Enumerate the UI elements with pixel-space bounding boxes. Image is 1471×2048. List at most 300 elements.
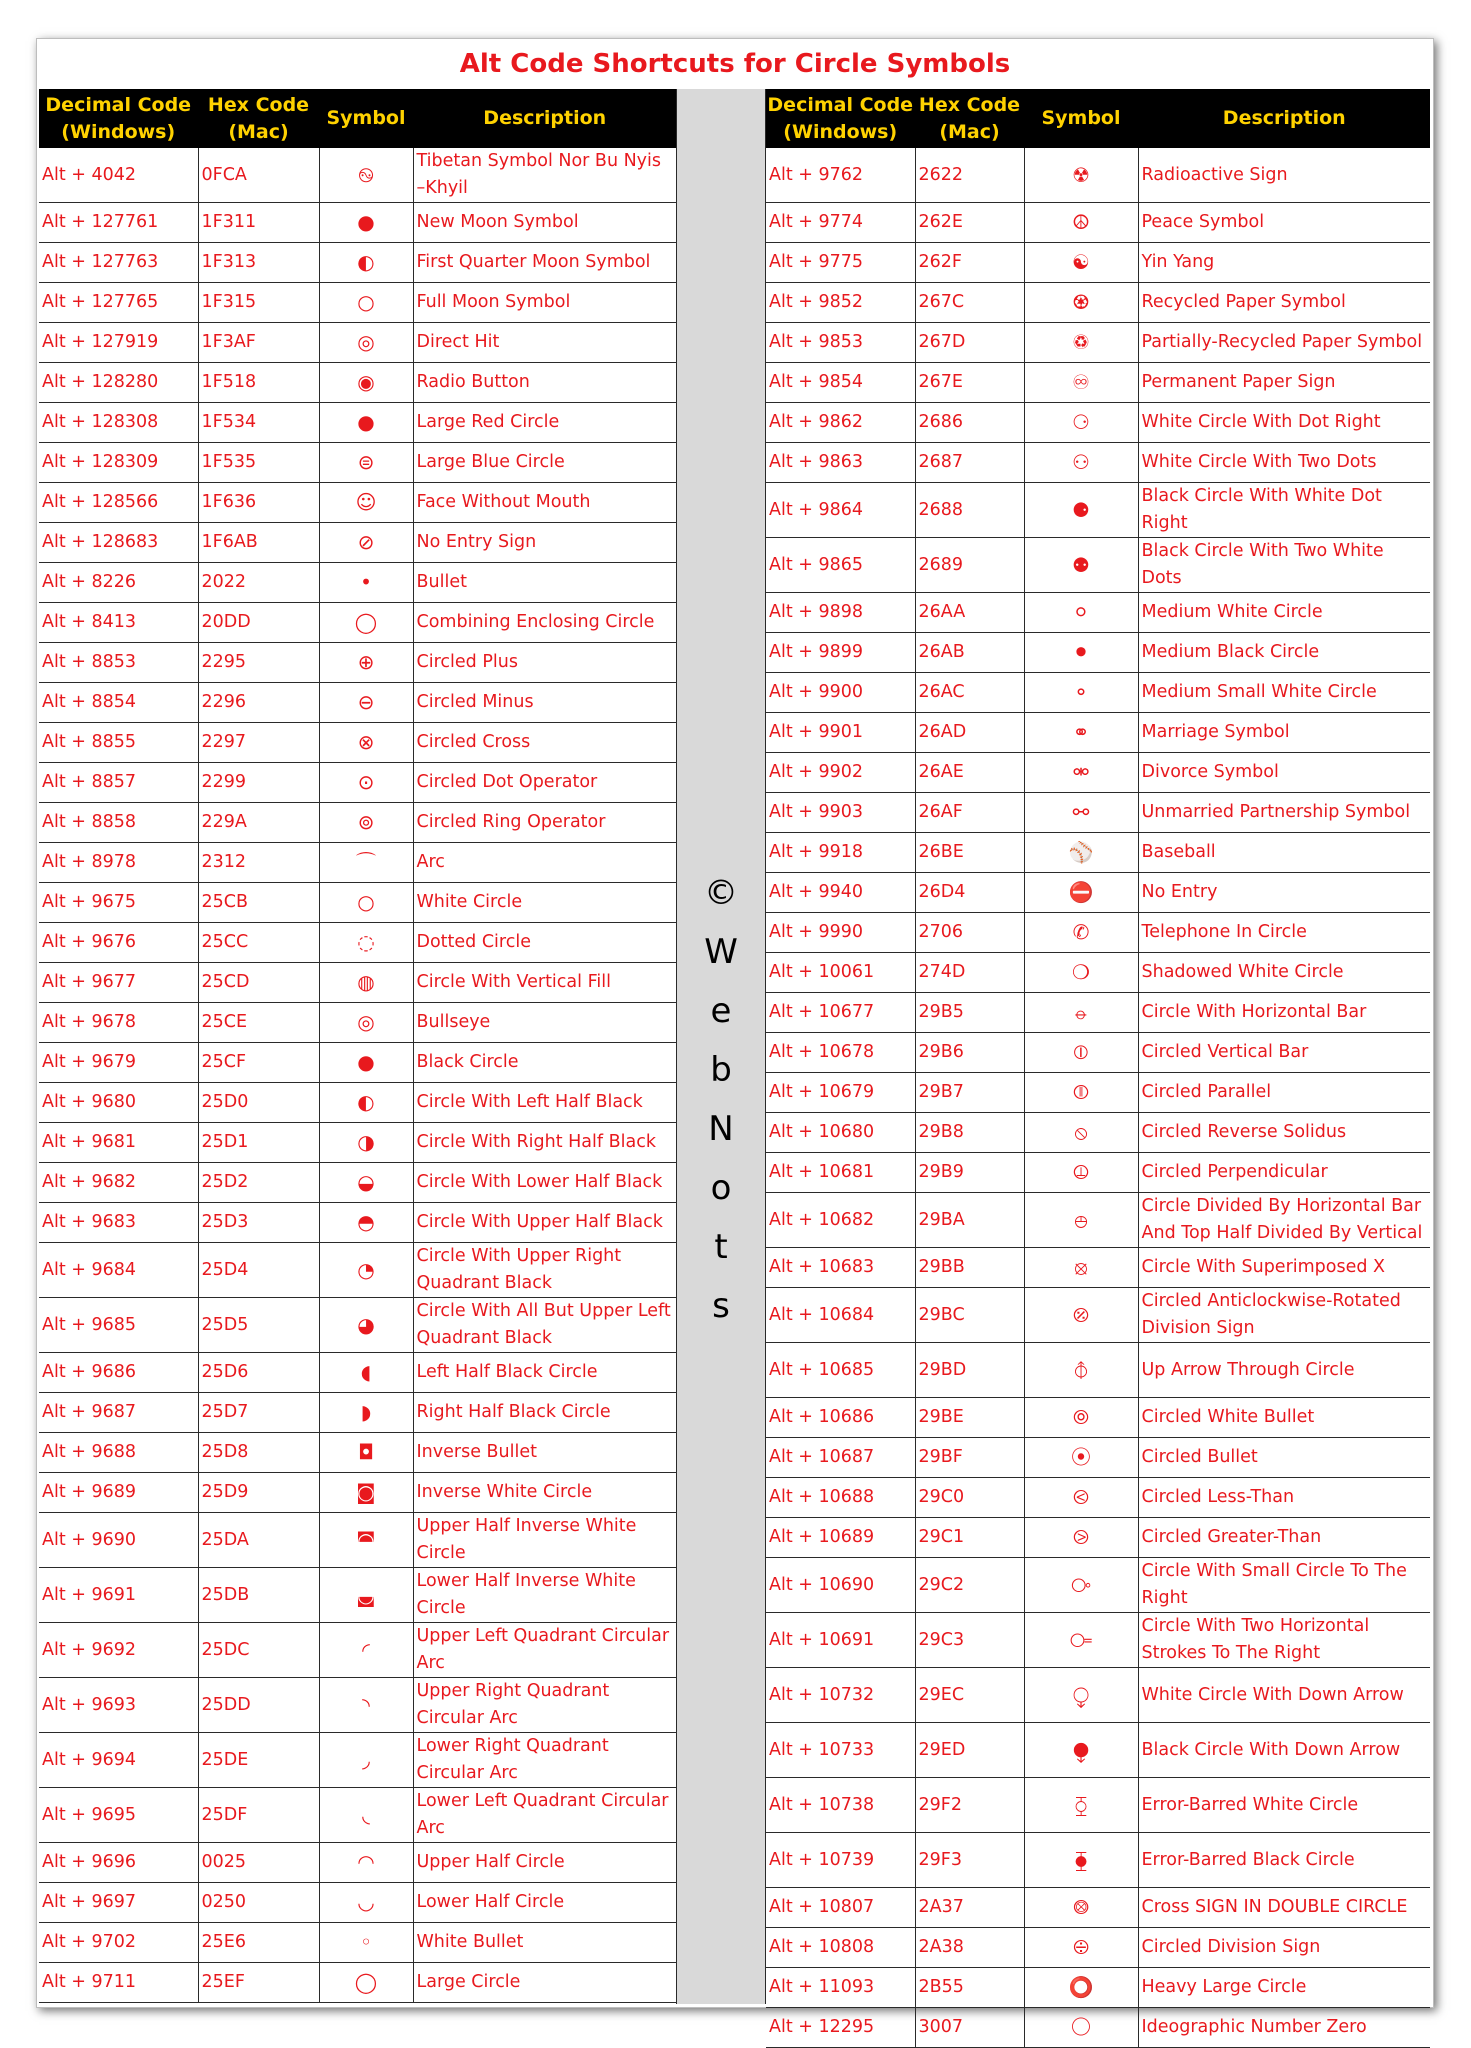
decimal-code-cell: Alt + 9864 (766, 483, 915, 538)
table-row (39, 243, 676, 283)
description-cell: Radio Button (413, 363, 676, 403)
hex-code-cell: 0025 (198, 1843, 319, 1883)
symbol-cell: 〇 (1024, 2008, 1138, 2048)
table-row (39, 403, 676, 443)
symbol-cell: ◘ (319, 1433, 413, 1473)
hex-code-cell: 2A38 (915, 1928, 1024, 1968)
symbol-cell: ⦷ (1024, 1073, 1138, 1113)
table-row (766, 1778, 1430, 1833)
hex-code-cell: 29ED (915, 1723, 1024, 1778)
decimal-code-cell: Alt + 127763 (39, 243, 198, 283)
watermark-char: e (710, 991, 732, 1031)
decimal-code-cell: Alt + 10688 (766, 1478, 915, 1518)
symbol-cell: ⦶ (1024, 1033, 1138, 1073)
decimal-code-cell: Alt + 9863 (766, 443, 915, 483)
decimal-code-cell: Alt + 127919 (39, 323, 198, 363)
decimal-code-cell: Alt + 9682 (39, 1163, 198, 1203)
decimal-code-cell: Alt + 9685 (39, 1298, 198, 1353)
header-description: Description (1138, 89, 1430, 148)
description-cell: New Moon Symbol (413, 203, 676, 243)
table-row (39, 1883, 676, 1923)
decimal-code-cell: Alt + 12295 (766, 2008, 915, 2048)
table-row (39, 1843, 676, 1883)
watermark-char: N (708, 1109, 734, 1149)
hex-code-cell: 29C0 (915, 1478, 1024, 1518)
description-cell: Medium White Circle (1138, 593, 1430, 633)
symbol-cell: ⧲ (1024, 1778, 1138, 1833)
description-cell: Circle With Vertical Fill (413, 963, 676, 1003)
watermark-char: W (704, 932, 738, 972)
description-cell: Black Circle With White Dot Right (1138, 483, 1430, 538)
decimal-code-cell: Alt + 9902 (766, 753, 915, 793)
decimal-code-cell: Alt + 9852 (766, 283, 915, 323)
symbol-cell: ⊙ (319, 763, 413, 803)
symbol-cell: ♽ (1024, 323, 1138, 363)
hex-code-cell: 25CB (198, 883, 319, 923)
description-cell: Inverse Bullet (413, 1433, 676, 1473)
symbol-cell: ⚇ (1024, 443, 1138, 483)
table-row (39, 563, 676, 603)
table-row (766, 873, 1430, 913)
table-row (766, 1193, 1430, 1248)
table-row (39, 323, 676, 363)
table-row (766, 1288, 1430, 1343)
symbol-cell: ● (319, 1043, 413, 1083)
table-row (766, 673, 1430, 713)
description-cell: Circled Vertical Bar (1138, 1033, 1430, 1073)
hex-code-cell: 29F2 (915, 1778, 1024, 1833)
table-row (766, 243, 1430, 283)
symbol-cell: ⧭ (1024, 1723, 1138, 1778)
symbol-cell: ◞ (319, 1733, 413, 1788)
description-cell: Error-Barred White Circle (1138, 1778, 1430, 1833)
hex-code-cell: 26AE (915, 753, 1024, 793)
symbol-cell: ◯ (319, 603, 413, 643)
hex-code-cell: 1F518 (198, 363, 319, 403)
description-cell: Inverse White Circle (413, 1473, 676, 1513)
decimal-code-cell: Alt + 8413 (39, 603, 198, 643)
hex-code-cell: 267E (915, 363, 1024, 403)
symbol-cell: ◖ (319, 1353, 413, 1393)
decimal-code-cell: Alt + 9679 (39, 1043, 198, 1083)
hex-code-cell: 29B8 (915, 1113, 1024, 1153)
decimal-code-cell: Alt + 10683 (766, 1248, 915, 1288)
decimal-code-cell: Alt + 9675 (39, 883, 198, 923)
description-cell: Circled Division Sign (1138, 1928, 1430, 1968)
symbol-cell: ⚈ (1024, 483, 1138, 538)
table-row (766, 538, 1430, 593)
hex-code-cell: 29B7 (915, 1073, 1024, 1113)
table-row (39, 483, 676, 523)
description-cell: Shadowed White Circle (1138, 953, 1430, 993)
description-cell: Circled Less-Than (1138, 1478, 1430, 1518)
hex-code-cell: 29B5 (915, 993, 1024, 1033)
decimal-code-cell: Alt + 9688 (39, 1433, 198, 1473)
table-row (39, 1963, 676, 2003)
table-row (766, 283, 1430, 323)
left-symbol-table (39, 89, 676, 2003)
description-cell: Face Without Mouth (413, 483, 676, 523)
decimal-code-cell: Alt + 9683 (39, 1203, 198, 1243)
symbol-cell: ࿊ (319, 148, 413, 203)
table-row (766, 913, 1430, 953)
hex-code-cell: 2297 (198, 723, 319, 763)
description-cell: Circled Greater-Than (1138, 1518, 1430, 1558)
description-cell: Radioactive Sign (1138, 148, 1430, 203)
description-cell: Circled Cross (413, 723, 676, 763)
symbol-cell: ◓ (319, 1203, 413, 1243)
decimal-code-cell: Alt + 9689 (39, 1473, 198, 1513)
description-cell: Large Circle (413, 1963, 676, 2003)
table-row (39, 1568, 676, 1623)
symbol-cell: ◔ (319, 1243, 413, 1298)
description-cell: Cross SIGN IN DOUBLE CIRCLE (1138, 1888, 1430, 1928)
hex-code-cell: 25D2 (198, 1163, 319, 1203)
decimal-code-cell: Alt + 9762 (766, 148, 915, 203)
header-description: Description (413, 89, 676, 148)
table-row (39, 283, 676, 323)
hex-code-cell: 267D (915, 323, 1024, 363)
hex-code-cell: 25DA (198, 1513, 319, 1568)
table-row (39, 843, 676, 883)
description-cell: Circle With Two Horizontal Strokes To The Right (1138, 1613, 1430, 1668)
table-row (39, 148, 676, 203)
decimal-code-cell: Alt + 4042 (39, 148, 198, 203)
symbol-cell: ⊖ (319, 683, 413, 723)
hex-code-cell: 25DE (198, 1733, 319, 1788)
table-row (766, 633, 1430, 673)
decimal-code-cell: Alt + 9774 (766, 203, 915, 243)
right-symbol-table (766, 89, 1430, 2048)
decimal-code-cell: Alt + 9990 (766, 913, 915, 953)
description-cell: Circle With Lower Half Black (413, 1163, 676, 1203)
description-cell: Circle With Horizontal Bar (1138, 993, 1430, 1033)
description-cell: Direct Hit (413, 323, 676, 363)
decimal-code-cell: Alt + 10687 (766, 1438, 915, 1478)
decimal-code-cell: Alt + 127765 (39, 283, 198, 323)
table-row (39, 603, 676, 643)
description-cell: Telephone In Circle (1138, 913, 1430, 953)
table-row (766, 203, 1430, 243)
hex-code-cell: 25E6 (198, 1923, 319, 1963)
hex-code-cell: 25D8 (198, 1433, 319, 1473)
decimal-code-cell: Alt + 9690 (39, 1513, 198, 1568)
right-table-body (766, 148, 1430, 2048)
description-cell: Tibetan Symbol Nor Bu Nyis –Khyil (413, 148, 676, 203)
watermark-char: o (710, 1168, 732, 1208)
table-row (39, 443, 676, 483)
table-row (39, 1393, 676, 1433)
symbol-cell: ♼ (1024, 283, 1138, 323)
table-row (766, 1033, 1430, 1073)
decimal-code-cell: Alt + 9702 (39, 1923, 198, 1963)
hex-code-cell: 25D5 (198, 1298, 319, 1353)
description-cell: Full Moon Symbol (413, 283, 676, 323)
decimal-code-cell: Alt + 8854 (39, 683, 198, 723)
decimal-code-cell: Alt + 10733 (766, 1723, 915, 1778)
table-row (766, 833, 1430, 873)
description-cell: Circle With Small Circle To The Right (1138, 1558, 1430, 1613)
symbol-cell: ◎ (319, 323, 413, 363)
description-cell: Large Red Circle (413, 403, 676, 443)
table-row (766, 793, 1430, 833)
description-cell: Circle With All But Upper Left Quadrant Black (413, 1298, 676, 1353)
page-title: Alt Code Shortcuts for Circle Symbols (459, 49, 1011, 79)
decimal-code-cell: Alt + 9687 (39, 1393, 198, 1433)
description-cell: White Circle With Down Arrow (1138, 1668, 1430, 1723)
description-cell: Circle Divided By Horizontal Bar And Top Half Divided By Vertical (1138, 1193, 1430, 1248)
decimal-code-cell: Alt + 10679 (766, 1073, 915, 1113)
hex-code-cell: 29B9 (915, 1153, 1024, 1193)
description-cell: Ideographic Number Zero (1138, 2008, 1430, 2048)
table-row (766, 1968, 1430, 2008)
hex-code-cell: 262E (915, 203, 1024, 243)
symbol-cell: ☮ (1024, 203, 1138, 243)
header-symbol: Symbol (1024, 89, 1138, 148)
hex-code-cell: 29F3 (915, 1833, 1024, 1888)
symbol-cell: ◦ (319, 1923, 413, 1963)
description-cell: Circled Bullet (1138, 1438, 1430, 1478)
symbol-cell: ⚬ (1024, 673, 1138, 713)
description-cell: Lower Right Quadrant Circular Arc (413, 1733, 676, 1788)
symbol-cell: ◠ (319, 1843, 413, 1883)
symbol-cell: ⧀ (1024, 1478, 1138, 1518)
symbol-cell: ⦼ (1024, 1288, 1138, 1343)
description-cell: Circle With Upper Right Quadrant Black (413, 1243, 676, 1298)
hex-code-cell: 0FCA (198, 148, 319, 203)
symbol-cell: ☯ (1024, 243, 1138, 283)
symbol-cell: ⦽ (1024, 1343, 1138, 1398)
hex-code-cell: 20DD (198, 603, 319, 643)
table-row (766, 1833, 1430, 1888)
symbol-cell: ⭕ (1024, 1968, 1138, 2008)
symbol-cell: ✆ (1024, 913, 1138, 953)
hex-code-cell: 0250 (198, 1883, 319, 1923)
header-hex-code: Hex Code (Mac) (198, 89, 319, 148)
decimal-code-cell: Alt + 10738 (766, 1778, 915, 1833)
description-cell: Divorce Symbol (1138, 753, 1430, 793)
symbol-cell: ⊗ (319, 723, 413, 763)
description-cell: No Entry (1138, 873, 1430, 913)
decimal-code-cell: Alt + 10732 (766, 1668, 915, 1723)
decimal-code-cell: Alt + 10689 (766, 1518, 915, 1558)
decimal-code-cell: Alt + 9684 (39, 1243, 198, 1298)
symbol-cell: ⨸ (1024, 1928, 1138, 1968)
symbol-cell: ◗ (319, 1393, 413, 1433)
table-row (39, 363, 676, 403)
table-row (766, 1073, 1430, 1113)
symbol-cell: ◜ (319, 1623, 413, 1678)
table-row (766, 1613, 1430, 1668)
table-row (39, 523, 676, 563)
hex-code-cell: 29BD (915, 1343, 1024, 1398)
decimal-code-cell: Alt + 10686 (766, 1398, 915, 1438)
description-cell: Upper Half Inverse White Circle (413, 1513, 676, 1568)
table-row (766, 1723, 1430, 1778)
symbol-cell: ⚯ (1024, 793, 1138, 833)
decimal-code-cell: Alt + 10685 (766, 1343, 915, 1398)
description-cell: Circled Ring Operator (413, 803, 676, 843)
hex-code-cell: 1F315 (198, 283, 319, 323)
table-row (766, 1928, 1430, 1968)
table-row (39, 1203, 676, 1243)
table-row (766, 713, 1430, 753)
symbol-cell: ◐ (319, 243, 413, 283)
hex-code-cell: 1F3AF (198, 323, 319, 363)
description-cell: Circled Dot Operator (413, 763, 676, 803)
table-row (39, 1473, 676, 1513)
table-row (766, 1518, 1430, 1558)
hex-code-cell: 2687 (915, 443, 1024, 483)
symbol-cell: ○ (319, 283, 413, 323)
hex-code-cell: 1F6AB (198, 523, 319, 563)
left-header-row (39, 89, 676, 148)
description-cell: White Circle With Two Dots (1138, 443, 1430, 483)
table-row (766, 363, 1430, 403)
decimal-code-cell: Alt + 128683 (39, 523, 198, 563)
decimal-code-cell: Alt + 8226 (39, 563, 198, 603)
hex-code-cell: 29BA (915, 1193, 1024, 1248)
symbol-cell: ⦾ (1024, 1398, 1138, 1438)
table-row (39, 203, 676, 243)
hex-code-cell: 25CF (198, 1043, 319, 1083)
symbol-cell: ⦵ (1024, 993, 1138, 1033)
decimal-code-cell: Alt + 9696 (39, 1843, 198, 1883)
description-cell: Black Circle With Two White Dots (1138, 538, 1430, 593)
symbol-cell: ◝ (319, 1678, 413, 1733)
table-row (39, 1083, 676, 1123)
description-cell: Lower Half Inverse White Circle (413, 1568, 676, 1623)
decimal-code-cell: Alt + 9918 (766, 833, 915, 873)
table-row (766, 148, 1430, 203)
header-decimal-code: Decimal Code (Windows) (39, 89, 198, 148)
symbol-cell: ☺ (319, 483, 413, 523)
table-row (766, 443, 1430, 483)
description-cell: Bullseye (413, 1003, 676, 1043)
hex-code-cell: 25D1 (198, 1123, 319, 1163)
symbol-cell: ◟ (319, 1788, 413, 1843)
table-row (766, 1668, 1430, 1723)
symbol-cell: ❍ (1024, 953, 1138, 993)
hex-code-cell: 25D9 (198, 1473, 319, 1513)
symbol-cell: ⊕ (319, 643, 413, 683)
description-cell: Right Half Black Circle (413, 1393, 676, 1433)
symbol-cell: ⧃ (1024, 1613, 1138, 1668)
hex-code-cell: 2299 (198, 763, 319, 803)
table-row (766, 483, 1430, 538)
description-cell: Circle With Upper Half Black (413, 1203, 676, 1243)
description-cell: First Quarter Moon Symbol (413, 243, 676, 283)
hex-code-cell: 29B6 (915, 1033, 1024, 1073)
description-cell: Large Blue Circle (413, 443, 676, 483)
hex-code-cell: 25D6 (198, 1353, 319, 1393)
hex-code-cell: 26AB (915, 633, 1024, 673)
description-cell: Arc (413, 843, 676, 883)
hex-code-cell: 25DD (198, 1678, 319, 1733)
decimal-code-cell: Alt + 128309 (39, 443, 198, 483)
decimal-code-cell: Alt + 9681 (39, 1123, 198, 1163)
decimal-code-cell: Alt + 10680 (766, 1113, 915, 1153)
description-cell: Left Half Black Circle (413, 1353, 676, 1393)
symbol-cell: ◒ (319, 1163, 413, 1203)
description-cell: Partially-Recycled Paper Symbol (1138, 323, 1430, 363)
description-cell: Medium Black Circle (1138, 633, 1430, 673)
symbol-cell: ◕ (319, 1298, 413, 1353)
table-row (39, 883, 676, 923)
hex-code-cell: 25DF (198, 1788, 319, 1843)
symbol-cell: ⧳ (1024, 1833, 1138, 1888)
description-cell: Circle With Left Half Black (413, 1083, 676, 1123)
symbol-cell: ◙ (319, 1473, 413, 1513)
table-row (39, 1923, 676, 1963)
symbol-cell: • (319, 563, 413, 603)
symbol-cell: ⚮ (1024, 753, 1138, 793)
symbol-cell: ● (319, 403, 413, 443)
hex-code-cell: 2296 (198, 683, 319, 723)
description-cell: Up Arrow Through Circle (1138, 1343, 1430, 1398)
table-row (39, 683, 676, 723)
symbol-cell: ⚪ (1024, 593, 1138, 633)
decimal-code-cell: Alt + 8978 (39, 843, 198, 883)
decimal-code-cell: Alt + 10807 (766, 1888, 915, 1928)
decimal-code-cell: Alt + 9693 (39, 1678, 198, 1733)
description-cell: Unmarried Partnership Symbol (1138, 793, 1430, 833)
hex-code-cell: 29BE (915, 1398, 1024, 1438)
decimal-code-cell: Alt + 10682 (766, 1193, 915, 1248)
description-cell: No Entry Sign (413, 523, 676, 563)
hex-code-cell: 25CC (198, 923, 319, 963)
symbol-cell: ⧂ (1024, 1558, 1138, 1613)
description-cell: Heavy Large Circle (1138, 1968, 1430, 2008)
description-cell: Black Circle With Down Arrow (1138, 1723, 1430, 1778)
description-cell: Medium Small White Circle (1138, 673, 1430, 713)
decimal-code-cell: Alt + 9695 (39, 1788, 198, 1843)
hex-code-cell: 25CD (198, 963, 319, 1003)
decimal-code-cell: Alt + 9691 (39, 1568, 198, 1623)
decimal-code-cell: Alt + 8858 (39, 803, 198, 843)
hex-code-cell: 25D7 (198, 1393, 319, 1433)
hex-code-cell: 25D3 (198, 1203, 319, 1243)
symbol-cell: ◎ (319, 1003, 413, 1043)
description-cell: White Circle With Dot Right (1138, 403, 1430, 443)
decimal-code-cell: Alt + 9711 (39, 1963, 198, 2003)
symbol-cell: ⦹ (1024, 1153, 1138, 1193)
decimal-code-cell: Alt + 8857 (39, 763, 198, 803)
hex-code-cell: 2A37 (915, 1888, 1024, 1928)
description-cell: Circled Parallel (1138, 1073, 1430, 1113)
hex-code-cell: 2B55 (915, 1968, 1024, 2008)
hex-code-cell: 29EC (915, 1668, 1024, 1723)
description-cell: Recycled Paper Symbol (1138, 283, 1430, 323)
hex-code-cell: 25EF (198, 1963, 319, 2003)
symbol-cell: ⧁ (1024, 1518, 1138, 1558)
decimal-code-cell: Alt + 10808 (766, 1928, 915, 1968)
table-row (766, 993, 1430, 1033)
hex-code-cell: 2689 (915, 538, 1024, 593)
symbol-cell: ⌒ (319, 843, 413, 883)
hex-code-cell: 2622 (915, 148, 1024, 203)
table-row (39, 1298, 676, 1353)
hex-code-cell: 2688 (915, 483, 1024, 538)
description-cell: Marriage Symbol (1138, 713, 1430, 753)
page-card (36, 38, 1434, 2039)
hex-code-cell: 2312 (198, 843, 319, 883)
decimal-code-cell: Alt + 9775 (766, 243, 915, 283)
table-row (39, 1163, 676, 1203)
decimal-code-cell: Alt + 9853 (766, 323, 915, 363)
table-row (39, 963, 676, 1003)
header-decimal-code: Decimal Code (Windows) (766, 89, 915, 148)
